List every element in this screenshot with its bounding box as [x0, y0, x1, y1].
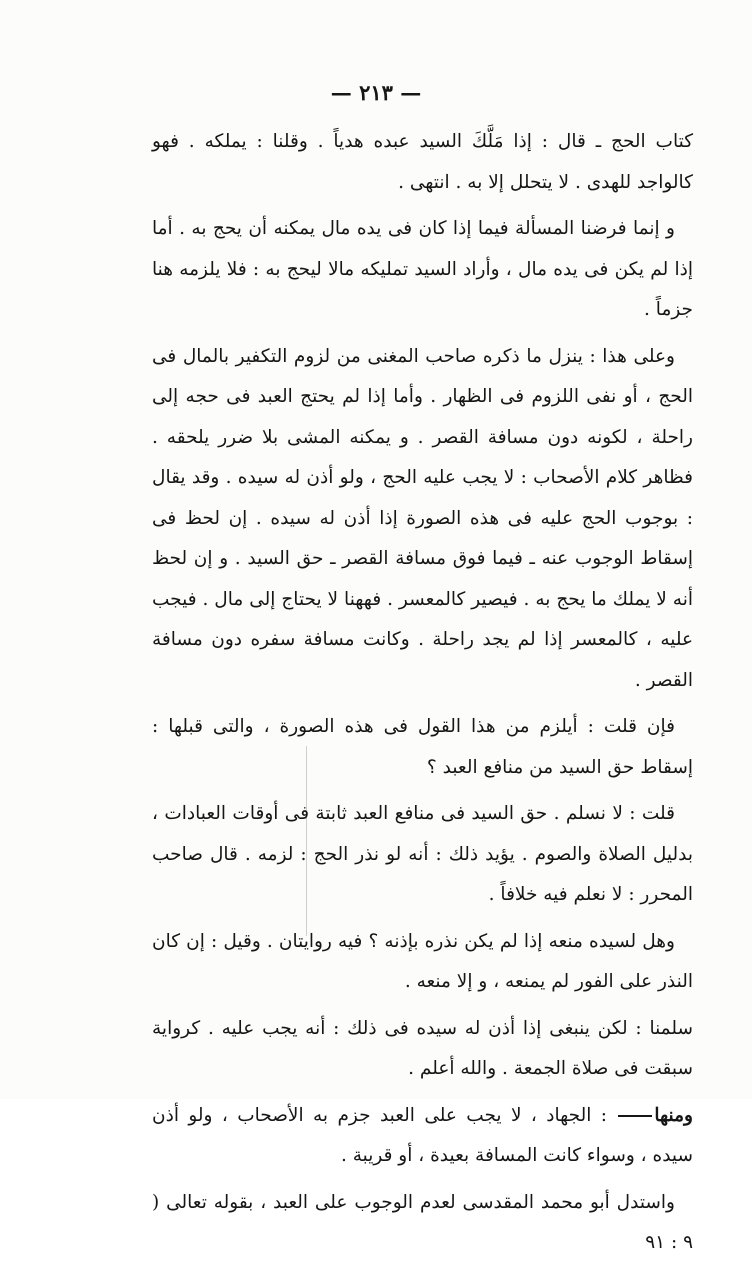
paragraph-concession: سلمنا : لكن ينبغى إذا أذن له سيده فى ذلك : أنه يجب عليه . كرواية سبقت فى صلاة الجمعة . والله أعلم .: [152, 1017, 693, 1079]
paragraph-question: فإن قلت : أيلزم من هذا القول فى هذه الصورة ، والتى قبلها : إسقاط حق السيد من منافع العبد ؟: [152, 716, 693, 778]
paragraph-mughni-ruling: وعلى هذا : ينزل ما ذكره صاحب المغنى من لزوم التكفير بالمال فى الحج ، أو نفى اللزوم فى الظهار . وأما إذا لم يحتج العبد فى حجه إلى راحلة ، لكونه دون مسافة القصر . و يمكنه المشى بلا ضرر يلحقه . فظاهر كلام الأصحاب : لا يجب عليه الحج ، ولو أذن له سيده . وقد يقال : بوجوب الحج عليه فى هذه الصورة إذا أذن له سيده . إن لحظ فى إسقاط الوجوب عنه ـ فيما فوق مسافة القصر ـ حق السيد . و إن لحظ أنه لا يملك ما يحج به . فيصير كالمعسر . فههنا لا يحتاج إلى مال . فيجب عليه ، كالمعسر إذا لم يجد راحلة . وكانت مسافة سفره دون مسافة القصر .: [152, 345, 693, 691]
paragraph-jihad-body: : الجهاد ، لا يجب على العبد جزم به الأصحاب ، ولو أذن سيده ، وسواء كانت المسافة بعيدة ، أو قريبة .: [152, 1104, 693, 1166]
paragraph-hajj-gift: كتاب الحج ـ قال : إذا مَلَّكَ السيد عبده هدياً . وقلنا : يملكه . فهو كالواجد للهدى . لا يتحلل إلا به . انتهى .: [152, 131, 693, 193]
paragraph-assumption: و إنما فرضنا المسألة فيما إذا كان فى يده مال يمكنه أن يحج به . أما إذا لم يكن فى يده مال ، وأراد السيد تمليكه مالا ليحج به : فلا يلزمه هنا جزماً .: [152, 218, 693, 320]
page-body-text: [152, 122, 693, 1264]
page-number: — ٢١٣ —: [330, 80, 422, 105]
paragraph-answer: قلت : لا نسلم . حق السيد فى منافع العبد ثابتة فى أوقات العبادات ، بدليل الصلاة والصوم . يؤيد ذلك : أنه لو نذر الحج : لزمه . قال صاحب المحرر : لا نعلم فيه خلافاً .: [152, 803, 693, 905]
section-heading-minha: ومنها: [616, 1105, 693, 1126]
paragraph-vow: وهل لسيده منعه إذا لم يكن نذره بإذنه ؟ فيه روايتان . وقيل : إن كان النذر على الفور لم يمنعه ، و إلا منعه .: [152, 930, 693, 992]
paragraph-jihad: [152, 1096, 693, 1177]
paragraph-evidence: واستدل أبو محمد المقدسى لعدم الوجوب على العبد ، بقوله تعالى ( ٩ : ٩١: [152, 1191, 693, 1253]
